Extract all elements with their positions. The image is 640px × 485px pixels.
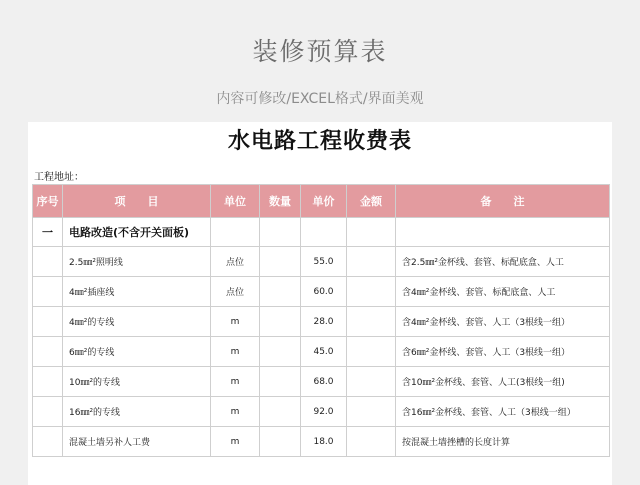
cell-number[interactable] (33, 247, 63, 277)
col-header-unit: 单位 (211, 185, 260, 218)
cell-amount[interactable] (347, 307, 396, 337)
cell[interactable] (347, 218, 396, 247)
cell-price[interactable]: 55.0 (301, 247, 347, 277)
cell-number[interactable] (33, 397, 63, 427)
cell-number[interactable] (33, 367, 63, 397)
page-subtitle: 内容可修改/EXCEL格式/界面美观 (216, 91, 424, 107)
cell[interactable] (260, 218, 301, 247)
cell-amount[interactable] (347, 247, 396, 277)
cell-note[interactable]: 含10㎜²金杯线、套管、人工(3根线一组) (396, 367, 610, 397)
table-row (33, 247, 610, 277)
cell-price[interactable]: 28.0 (301, 307, 347, 337)
cell-price[interactable]: 45.0 (301, 337, 347, 367)
section-number[interactable]: 一 (33, 218, 63, 247)
cell[interactable] (301, 218, 347, 247)
col-header-quantity: 数量 (260, 185, 301, 218)
cell-number[interactable] (33, 307, 63, 337)
cell[interactable] (396, 218, 610, 247)
cell-item[interactable]: 6㎜²的专线 (63, 337, 211, 367)
cell-number[interactable] (33, 337, 63, 367)
cell-price[interactable]: 60.0 (301, 277, 347, 307)
col-header-price: 单价 (301, 185, 347, 218)
cell-item[interactable]: 16㎜²的专线 (63, 397, 211, 427)
col-header-note: 备 注 (396, 185, 610, 218)
cell-unit[interactable]: m (211, 427, 260, 457)
section-name[interactable]: 电路改造(不含开关面板) (63, 218, 211, 247)
table-row (33, 397, 610, 427)
table-row (33, 337, 610, 367)
cell-note[interactable]: 含16㎜²金杯线、套管、人工（3根线一组） (396, 397, 610, 427)
cell-item[interactable]: 10㎜²的专线 (63, 367, 211, 397)
cell-item[interactable]: 2.5㎜²照明线 (63, 247, 211, 277)
cell-amount[interactable] (347, 337, 396, 367)
cell-note[interactable]: 含6㎜²金杯线、套管、人工（3根线一组） (396, 337, 610, 367)
cell-amount[interactable] (347, 427, 396, 457)
cell-amount[interactable] (347, 397, 396, 427)
cell[interactable] (211, 218, 260, 247)
cell-note[interactable]: 含4㎜²金杯线、套管、人工（3根线一组） (396, 307, 610, 337)
col-header-item: 项 目 (63, 185, 211, 218)
page-title: 装修预算表 (252, 37, 388, 66)
cell-number[interactable] (33, 277, 63, 307)
cell-amount[interactable] (347, 277, 396, 307)
cell-number[interactable] (33, 427, 63, 457)
cell-quantity[interactable] (260, 397, 301, 427)
cell-unit[interactable]: m (211, 307, 260, 337)
cell-note[interactable]: 按混凝土墙挫槽的长度计算 (396, 427, 610, 457)
fee-table (32, 184, 610, 457)
cell-quantity[interactable] (260, 427, 301, 457)
cell-quantity[interactable] (260, 337, 301, 367)
cell-price[interactable]: 92.0 (301, 397, 347, 427)
cell-note[interactable]: 含2.5㎜²金杯线、套管、标配底盒、人工 (396, 247, 610, 277)
cell-quantity[interactable] (260, 247, 301, 277)
col-header-number: 序号 (33, 185, 63, 218)
cell-item[interactable]: 4㎜²插座线 (63, 277, 211, 307)
table-row (33, 427, 610, 457)
cell-unit[interactable]: m (211, 367, 260, 397)
cell-unit[interactable]: 点位 (211, 277, 260, 307)
cell-price[interactable]: 18.0 (301, 427, 347, 457)
table-row (33, 307, 610, 337)
table-row (33, 277, 610, 307)
col-header-amount: 金额 (347, 185, 396, 218)
address-label: 工程地址： (34, 172, 84, 183)
spreadsheet (28, 122, 612, 485)
cell-note[interactable]: 含4㎜²金杯线、套管、标配底盒、人工 (396, 277, 610, 307)
cell-quantity[interactable] (260, 307, 301, 337)
cell-item[interactable]: 混凝土墙另补人工费 (63, 427, 211, 457)
cell-unit[interactable]: 点位 (211, 247, 260, 277)
cell-item[interactable]: 4㎜²的专线 (63, 307, 211, 337)
cell-price[interactable]: 68.0 (301, 367, 347, 397)
section-row (33, 218, 610, 247)
header-row (33, 185, 610, 218)
cell-quantity[interactable] (260, 367, 301, 397)
cell-unit[interactable]: m (211, 397, 260, 427)
cell-unit[interactable]: m (211, 337, 260, 367)
cell-amount[interactable] (347, 367, 396, 397)
sheet-title: 水电路工程收费表 (227, 129, 412, 154)
table-row (33, 367, 610, 397)
cell-quantity[interactable] (260, 277, 301, 307)
